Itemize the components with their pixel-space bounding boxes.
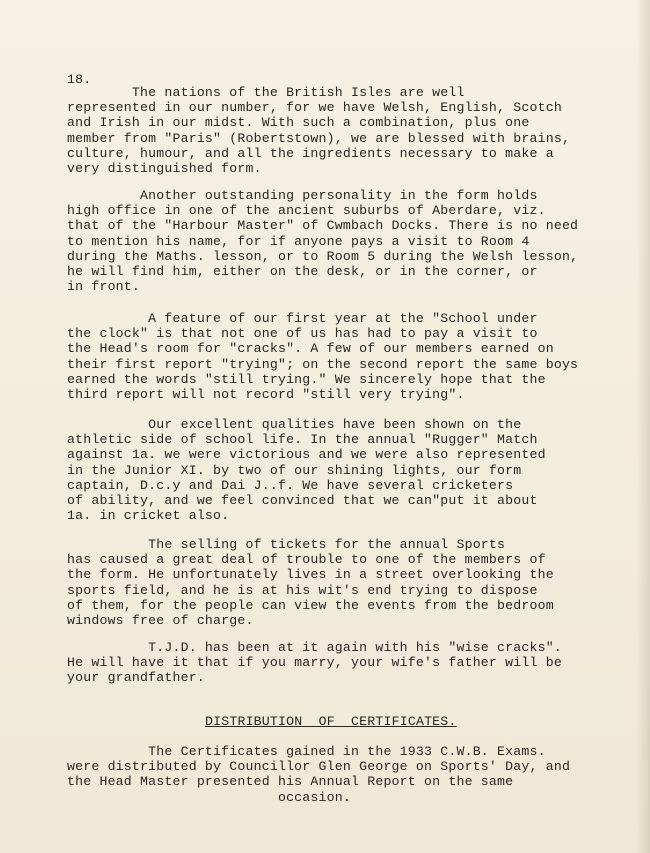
text-line: windows free of charge. (67, 612, 254, 628)
text-line: culture, humour, and all the ingredients necessary to make a (67, 145, 554, 161)
paragraph-wise-cracks (67, 640, 637, 686)
text-line: in the Junior XI. by two of our shining lights, our form (67, 462, 522, 478)
text-line: of ability, and we feel convinced that we can"put it about (67, 492, 538, 508)
text-line: their first report "trying"; on the second report the same boys (67, 356, 579, 372)
paragraph-nations (67, 85, 637, 176)
text-line: member from "Paris" (Robertstown), we are blessed with brains, (67, 130, 571, 146)
text-line: your grandfather. (67, 670, 205, 686)
text-line: 1a. in cricket also. (67, 508, 230, 524)
text-line: the clock" is that not one of us has had to pay a visit to (67, 326, 538, 342)
section-heading: DISTRIBUTION OF CERTIFICATES. (205, 714, 457, 729)
text-line: high office in one of the ancient suburbs of Aberdare, viz. (67, 203, 546, 219)
paragraph-athletics (67, 417, 637, 523)
text-line: were distributed by Councillor Glen George on Sports' Day, and (67, 759, 571, 775)
text-line: The nations of the British Isles are well (67, 85, 465, 100)
page-number: 18. (67, 72, 92, 87)
text-line: he will find him, either on the desk, or in the corner, or (67, 263, 538, 279)
text-line: during the Maths. lesson, or to Room 5 during the Welsh lesson, (67, 248, 579, 264)
text-line: athletic side of school life. In the annual "Rugger" Match (67, 432, 538, 448)
text-line: captain, D.c.y and Dai J..f. We have several cricketers (67, 477, 514, 493)
text-line: the form. He unfortunately lives in a street overlooking the (67, 567, 554, 583)
text-line: occasion. (67, 789, 351, 805)
text-line: The Certificates gained in the 1933 C.W.B. Exams. (67, 744, 546, 759)
text-line: has caused a great deal of trouble to one of the members of (67, 552, 546, 568)
paragraph-certificates (67, 744, 637, 805)
text-line: the Head's room for "cracks". A few of our members earned on (67, 341, 554, 357)
text-line: third report will not record "still very trying". (67, 386, 465, 402)
text-line: against 1a. we were victorious and we were also represented (67, 447, 546, 463)
paragraph-harbour-master (67, 188, 637, 294)
paragraph-school-under-clock (67, 311, 637, 402)
text-line: represented in our number, for we have Welsh, English, Scotch (67, 100, 562, 116)
text-line: T.J.D. has been at it again with his "wise cracks". (67, 640, 562, 655)
paragraph-sports-tickets (67, 537, 637, 628)
text-line: of them, for the people can view the events from the bedroom (67, 597, 554, 613)
text-line: A feature of our first year at the "School under (67, 311, 538, 326)
text-line: to mention his name, for if anyone pays a visit to Room 4 (67, 233, 530, 249)
text-line: sports field, and he is at his wit's end trying to dispose (67, 582, 538, 598)
text-line: Our excellent qualities have been shown on the (67, 417, 522, 432)
text-line: in front. (67, 279, 141, 295)
text-line: He will have it that if you marry, your wife's father will be (67, 655, 562, 671)
text-line: Another outstanding personality in the form holds (67, 188, 538, 203)
text-line: that of the "Harbour Master" of Cwmbach Docks. There is no need (67, 218, 579, 234)
text-line: The selling of tickets for the annual Sports (67, 537, 506, 552)
text-line: very distinguished form. (67, 160, 262, 176)
page-fold-shadow (636, 0, 650, 853)
text-line: the Head Master presented his Annual Report on the same (67, 774, 514, 790)
text-line: earned the words "still trying." We sincerely hope that the (67, 371, 546, 387)
text-line: and Irish in our midst. With such a combination, plus one (67, 115, 530, 131)
